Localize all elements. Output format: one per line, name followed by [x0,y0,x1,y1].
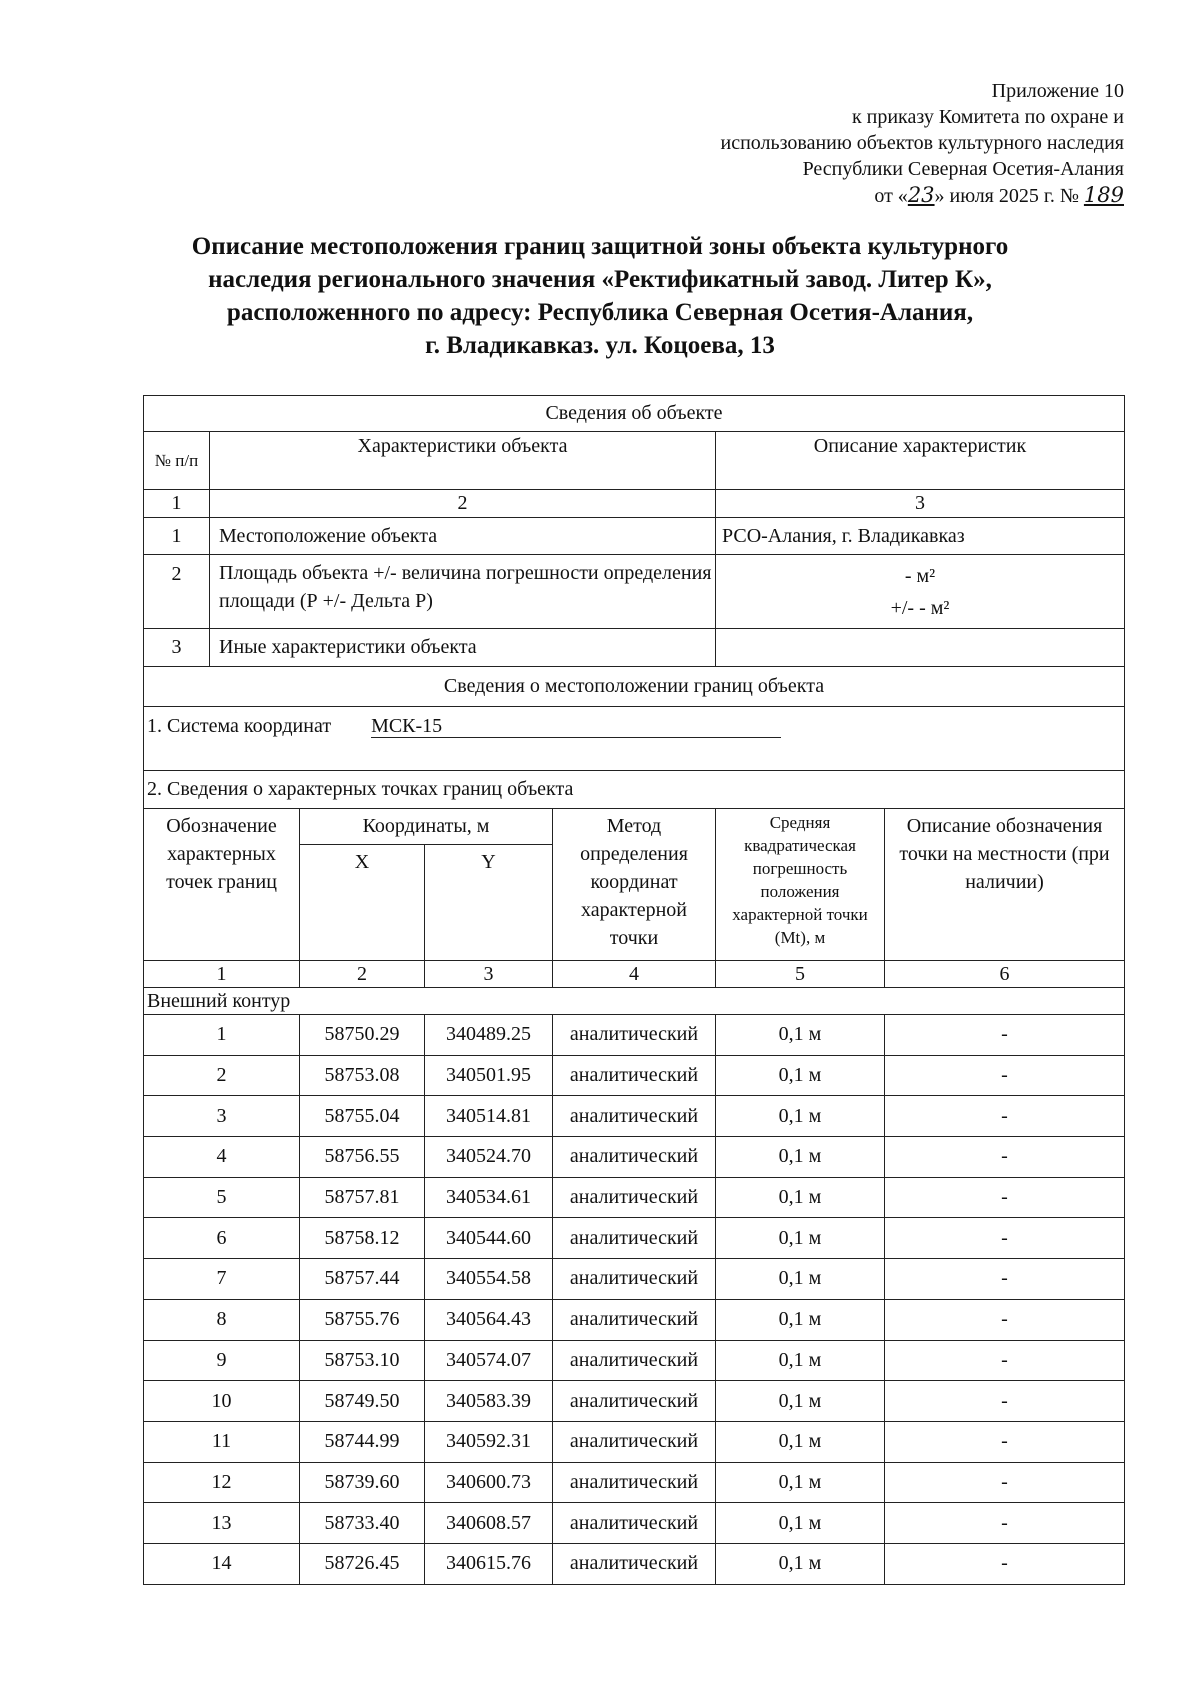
point-row [144,1096,1125,1137]
point-y: 340544.60 [425,1218,553,1259]
point-mt: 0,1 м [716,1462,885,1503]
points-title-row [144,771,1125,809]
point-mt: 0,1 м [716,1177,885,1218]
point-description: - [885,1177,1125,1218]
annex-header [564,78,1124,209]
point-mt: 0,1 м [716,1096,885,1137]
designation-header: Обозначение характерных точек границ [144,809,300,961]
point-x: 58733.40 [300,1503,425,1544]
point-description: - [885,1299,1125,1340]
index-cell: 3 [716,490,1125,518]
point-description: - [885,1015,1125,1056]
point-number: 12 [144,1462,300,1503]
point-x: 58757.44 [300,1259,425,1300]
point-y: 340489.25 [425,1015,553,1056]
area-error-value: +/- - м² [890,596,950,619]
index-cell: 2 [300,961,425,988]
point-description: - [885,1421,1125,1462]
boundary-title-row [144,667,1125,707]
point-description: - [885,1055,1125,1096]
contour-row [144,988,1125,1015]
point-y: 340615.76 [425,1543,553,1584]
row-name: Площадь объекта +/- величина погрешности определения площади (Р +/- Дельта Р) [210,555,716,629]
index-cell: 1 [144,490,210,518]
point-number: 5 [144,1177,300,1218]
coord-system-row [144,707,1125,771]
point-method: аналитический [553,1381,716,1422]
point-row [144,1259,1125,1300]
title-line-3: расположенного по адресу: Республика Северная Осетия-Алания, [226,299,974,326]
point-method: аналитический [553,1340,716,1381]
point-row [144,1543,1125,1584]
handwritten-order-number: 189 [1083,183,1124,207]
point-y: 340608.57 [425,1503,553,1544]
row-num: 1 [144,518,210,555]
title-line-2: наследия регионального значения «Ректификатный завод. Литер К», [208,266,992,293]
point-number: 7 [144,1259,300,1300]
area-value: - м² [904,564,936,587]
row-num: 2 [144,555,210,629]
point-row [144,1462,1125,1503]
point-row [144,1015,1125,1056]
object-info-index-row [144,490,1125,518]
boundary-title: Сведения о местоположении границ объекта [144,667,1125,707]
point-number: 2 [144,1055,300,1096]
y-header: Y [425,845,553,961]
point-mt: 0,1 м [716,1381,885,1422]
point-x: 58755.04 [300,1096,425,1137]
point-number: 6 [144,1218,300,1259]
row-name: Местоположение объекта [210,518,716,555]
point-mt: 0,1 м [716,1218,885,1259]
point-mt: 0,1 м [716,1299,885,1340]
point-description: - [885,1137,1125,1178]
points-index-row [144,961,1125,988]
row-num: 3 [144,629,210,667]
object-info-title: Сведения об объекте [144,396,1125,432]
title-line-4: г. Владикавказ. ул. Коцоева, 13 [425,332,775,359]
point-method: аналитический [553,1137,716,1178]
handwritten-day: 23 [907,183,935,207]
contour-label: Внешний контур [144,988,1125,1015]
point-description: - [885,1462,1125,1503]
point-number: 3 [144,1096,300,1137]
point-y: 340514.81 [425,1096,553,1137]
point-y: 340592.31 [425,1421,553,1462]
object-info-row [144,555,1125,629]
point-method: аналитический [553,1543,716,1584]
index-cell: 3 [425,961,553,988]
coord-system-cell [144,707,1125,771]
point-x: 58744.99 [300,1421,425,1462]
row-name: Иные характеристики объекта [210,629,716,667]
point-y: 340574.07 [425,1340,553,1381]
title-line-1: Описание местоположения границ защитной зоны объекта культурного [191,233,1009,260]
point-y: 340600.73 [425,1462,553,1503]
point-mt: 0,1 м [716,1421,885,1462]
index-cell: 1 [144,961,300,988]
description-header: Описание обозначения точки на местности (при наличии) [885,809,1125,961]
point-row [144,1299,1125,1340]
point-method: аналитический [553,1055,716,1096]
point-description: - [885,1218,1125,1259]
method-header: Метод определения координат характерной точки [553,809,716,961]
row-value [716,629,1125,667]
points-header-row-1 [144,809,1125,845]
point-method: аналитический [553,1177,716,1218]
point-description: - [885,1381,1125,1422]
document-title [60,230,1140,362]
point-y: 340564.43 [425,1299,553,1340]
point-row [144,1340,1125,1381]
date-mid: » июля 2025 г. № [934,185,1079,207]
point-number: 10 [144,1381,300,1422]
point-row [144,1055,1125,1096]
point-number: 14 [144,1543,300,1584]
point-mt: 0,1 м [716,1137,885,1178]
object-info-title-row [144,396,1125,432]
point-x: 58753.10 [300,1340,425,1381]
annex-line-2: к приказу Комитета по охране и [851,106,1124,128]
point-method: аналитический [553,1299,716,1340]
point-y: 340583.39 [425,1381,553,1422]
index-cell: 2 [210,490,716,518]
point-method: аналитический [553,1218,716,1259]
boundary-table [143,395,1125,1585]
point-method: аналитический [553,1462,716,1503]
point-mt: 0,1 м [716,1340,885,1381]
point-number: 9 [144,1340,300,1381]
coord-system-value: МСК-15 [371,715,781,738]
point-y: 340554.58 [425,1259,553,1300]
point-number: 4 [144,1137,300,1178]
point-row [144,1137,1125,1178]
point-y: 340501.95 [425,1055,553,1096]
point-x: 58758.12 [300,1218,425,1259]
point-method: аналитический [553,1259,716,1300]
point-x: 58749.50 [300,1381,425,1422]
col-num-header: № п/п [144,432,210,490]
coord-system-label: 1. Система координат [147,715,332,737]
index-cell: 4 [553,961,716,988]
index-cell: 6 [885,961,1125,988]
point-method: аналитический [553,1015,716,1056]
point-row [144,1421,1125,1462]
object-info-row [144,629,1125,667]
col-char-header: Характеристики объекта [210,432,716,490]
object-info-header-row [144,432,1125,490]
point-x: 58755.76 [300,1299,425,1340]
annex-line-1: Приложение 10 [991,80,1124,102]
point-method: аналитический [553,1503,716,1544]
point-y: 340534.61 [425,1177,553,1218]
point-row [144,1503,1125,1544]
point-method: аналитический [553,1096,716,1137]
point-y: 340524.70 [425,1137,553,1178]
point-mt: 0,1 м [716,1543,885,1584]
point-row [144,1218,1125,1259]
point-row [144,1381,1125,1422]
point-x: 58726.45 [300,1543,425,1584]
annex-line-4: Республики Северная Осетия-Алания [802,158,1124,180]
point-number: 1 [144,1015,300,1056]
row-value: РСО-Алания, г. Владикавказ [716,518,1125,555]
error-header: Средняя квадратическая погрешность положения характерной точки (Mt), м [716,809,885,961]
point-x: 58739.60 [300,1462,425,1503]
point-description: - [885,1543,1125,1584]
point-description: - [885,1503,1125,1544]
points-title: 2. Сведения о характерных точках границ объекта [144,771,1125,809]
point-number: 8 [144,1299,300,1340]
coords-header: Координаты, м [300,809,553,845]
annex-line-3: использованию объектов культурного наследия [720,132,1124,154]
point-mt: 0,1 м [716,1055,885,1096]
row-value [716,555,1125,629]
point-x: 58753.08 [300,1055,425,1096]
point-mt: 0,1 м [716,1259,885,1300]
point-mt: 0,1 м [716,1015,885,1056]
point-row [144,1177,1125,1218]
x-header: X [300,845,425,961]
point-number: 13 [144,1503,300,1544]
index-cell: 5 [716,961,885,988]
point-description: - [885,1259,1125,1300]
col-desc-header: Описание характеристик [716,432,1125,490]
point-mt: 0,1 м [716,1503,885,1544]
point-x: 58750.29 [300,1015,425,1056]
point-x: 58756.55 [300,1137,425,1178]
point-x: 58757.81 [300,1177,425,1218]
point-description: - [885,1340,1125,1381]
point-description: - [885,1096,1125,1137]
object-info-row [144,518,1125,555]
point-number: 11 [144,1421,300,1462]
date-prefix: от « [874,185,908,207]
point-method: аналитический [553,1421,716,1462]
annex-date-line [564,182,1124,209]
